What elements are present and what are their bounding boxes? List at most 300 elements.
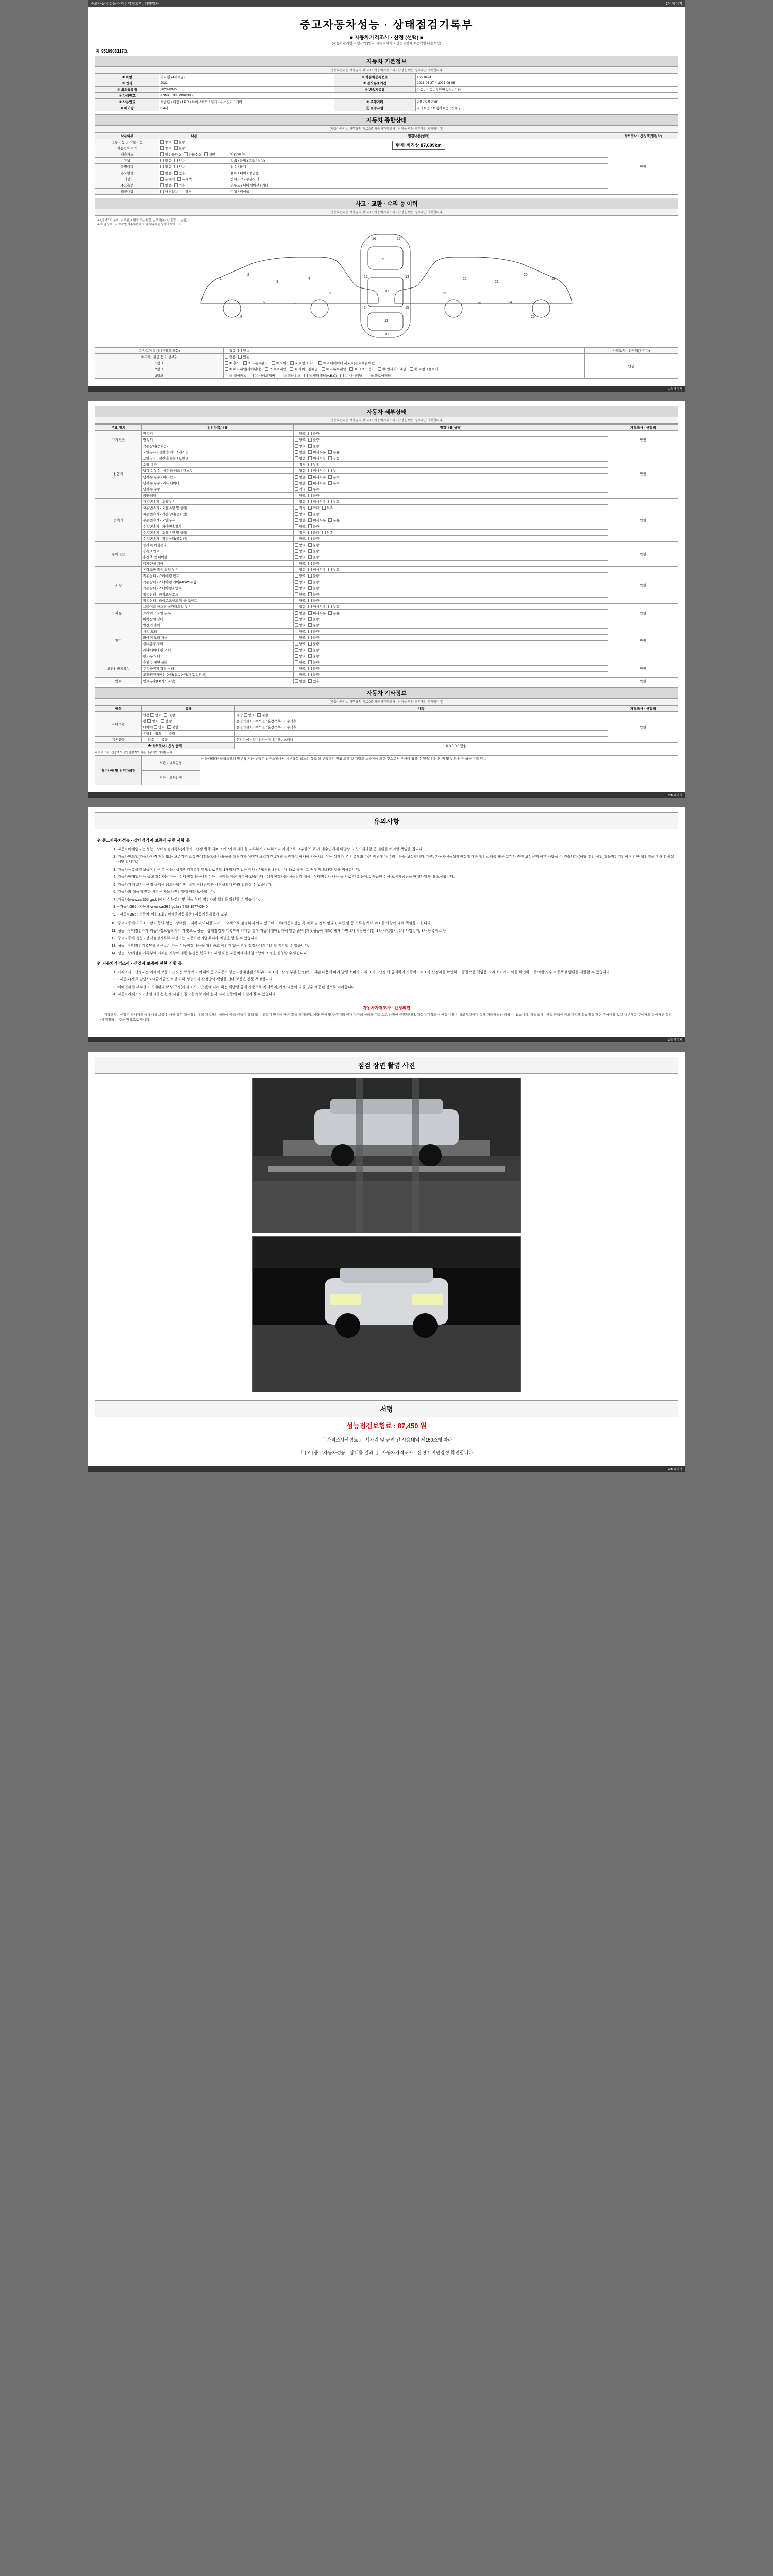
checkbox-label: 누유 [333, 568, 340, 572]
checkbox[interactable] [295, 500, 298, 503]
table-row [95, 523, 678, 530]
detail-item-label: 오일누유 - 실린더 블록 / 오일팬 [142, 455, 293, 462]
checkbox-label: 미세누유 [313, 605, 326, 609]
checkbox-label: 미세누유 [313, 612, 326, 615]
checkbox[interactable] [308, 555, 312, 559]
checkbox[interactable] [295, 623, 298, 627]
detail-item-options [293, 443, 608, 449]
checkbox[interactable] [295, 592, 298, 596]
price-opinion-box [97, 1002, 676, 1025]
checkbox[interactable] [308, 648, 312, 652]
svg-text:9: 9 [382, 258, 384, 261]
checkbox[interactable] [295, 475, 298, 479]
table-row [95, 182, 678, 189]
checkbox-label: 양호 [299, 445, 306, 448]
checkbox[interactable] [308, 543, 312, 547]
checkbox-label: 있음 [178, 165, 186, 169]
checkbox[interactable] [257, 713, 261, 717]
checkbox[interactable] [295, 438, 298, 442]
checkbox[interactable] [250, 374, 254, 377]
checkbox[interactable] [366, 374, 369, 377]
detail-item-options [293, 604, 608, 610]
checkbox[interactable] [181, 190, 184, 193]
detail-item-options [293, 536, 608, 542]
checkbox[interactable] [295, 574, 298, 578]
checkbox[interactable] [295, 463, 298, 466]
checkbox[interactable] [295, 599, 298, 602]
etc-group-label: 사내외관 [95, 712, 142, 737]
panel-item: ⑯ 필러패널(A,B,C) [308, 374, 337, 378]
checkbox[interactable] [322, 531, 326, 534]
checkbox[interactable] [328, 469, 332, 472]
checkbox[interactable] [150, 732, 154, 735]
etc-group-label-2: 기본품목 [95, 737, 142, 743]
detail-item-label: 작동상태(공회전) [142, 443, 293, 449]
notice-item: 7. 자동차(www.car365.go.kr)에서 성능점검 및 성능·상태 점검자의 확인을 확인할 수 있습니다. [117, 897, 676, 903]
detail-item-label: 클러치 어셈블리 [142, 542, 293, 548]
checkbox[interactable] [295, 654, 298, 658]
detail-item-options [293, 530, 608, 536]
detail-item-options [293, 616, 608, 622]
detail-item-label: 작동상태 - 스티어링 기어(MDPS포함) [142, 579, 293, 585]
checkbox-label: 적정 [299, 463, 306, 467]
checkbox[interactable] [295, 549, 298, 553]
checkbox[interactable] [157, 738, 160, 741]
checkbox[interactable] [308, 506, 312, 510]
table-row [95, 622, 678, 629]
checkbox[interactable] [308, 660, 312, 664]
detail-item-label: 냉각수 누수 - 워터펌프 [142, 474, 293, 480]
checkbox-label: 양호 [299, 642, 306, 646]
section-etc-title: 자동차 기타정보 [95, 687, 678, 699]
window-topbar [88, 0, 685, 7]
checkbox[interactable] [304, 374, 308, 377]
checkbox[interactable] [295, 518, 298, 522]
detail-item-options [293, 653, 608, 659]
signature-line-1: 「 가격조사산정료 」 세자리 및 공인 된 사용내역 제150조에 따라 [321, 1437, 452, 1443]
checkbox[interactable] [308, 537, 312, 540]
overall-row-items [159, 176, 229, 182]
sheet-1-footer: 1/4 페이지 [88, 386, 685, 392]
detail-price-cell: 만원 [608, 431, 678, 449]
checkbox[interactable] [295, 444, 298, 448]
checkbox-label: 양호 [299, 550, 306, 553]
sheet-2-footer: 2/4 페이지 [88, 792, 685, 798]
checkbox[interactable] [308, 524, 312, 528]
checkbox[interactable] [308, 469, 312, 472]
basic-value: 자가보증 / 보험사보증 (업체명 : ) [416, 105, 678, 111]
checkbox[interactable] [328, 611, 332, 615]
checkbox[interactable] [174, 171, 178, 175]
checkbox-label: 양호 [299, 562, 306, 566]
checkbox[interactable] [244, 713, 247, 717]
checkbox-label: 부족 [326, 506, 333, 510]
checkbox[interactable] [295, 568, 298, 571]
etc-item-label: 내장 [236, 714, 243, 717]
checkbox[interactable] [225, 367, 228, 371]
checkbox[interactable] [290, 367, 293, 371]
checkbox-label: 누수 [333, 469, 340, 473]
overall-row-items [159, 151, 229, 158]
section-detail-title: 자동차 세부상태 [95, 406, 678, 417]
checkbox[interactable] [295, 667, 298, 670]
detail-item-options [293, 455, 608, 462]
checkbox[interactable] [238, 349, 242, 352]
etc-row-name: 타이어 양호 불량 [142, 724, 235, 731]
checkbox[interactable] [174, 146, 178, 150]
table-row [95, 348, 678, 354]
checkbox[interactable] [308, 599, 312, 602]
checkbox[interactable] [161, 719, 164, 723]
checkbox[interactable] [174, 165, 178, 168]
checkbox[interactable] [295, 617, 298, 621]
overall-row-items [159, 145, 229, 151]
detail-price-cell: 만원 [608, 449, 678, 499]
checkbox-label: 불량 [313, 587, 320, 590]
checkbox[interactable] [295, 605, 298, 608]
basic-value: 자동 / 수동 / 무단변속기 / 기타 [416, 87, 678, 93]
checkbox[interactable] [308, 456, 312, 460]
checkbox[interactable] [290, 361, 294, 365]
detail-item-options [293, 474, 608, 480]
panel-item: ⑫ 트렁크플로어 [414, 368, 438, 371]
checkbox[interactable] [308, 568, 312, 571]
checkbox[interactable] [160, 152, 164, 156]
checkbox-label: 불량 [313, 673, 320, 677]
checkbox[interactable] [160, 177, 164, 181]
overall-row-name: 용도변경 [95, 170, 159, 176]
detail-item-label: 커먼레일 [142, 493, 293, 499]
checkbox[interactable] [328, 475, 332, 479]
checkbox-label: 적정 [299, 488, 306, 492]
checkbox[interactable] [177, 177, 181, 181]
checkbox-label: 양호 [299, 661, 306, 665]
photo-grid [95, 1074, 678, 1396]
checkbox[interactable] [160, 146, 164, 150]
checkbox[interactable] [308, 444, 312, 448]
overall-row-detail: 썬루프 / 내비게이션 / 기타 [229, 182, 608, 189]
checkbox[interactable] [160, 183, 164, 187]
checkbox[interactable] [295, 630, 298, 633]
checkbox[interactable] [308, 580, 312, 584]
checkbox[interactable] [295, 456, 298, 460]
checkbox[interactable] [295, 562, 298, 565]
checkbox[interactable] [295, 531, 298, 534]
detail-item-options [293, 567, 608, 573]
panel-item: ⑰ 대쉬패널 [345, 374, 362, 378]
etc-row-detail: 운전자메뉴얼 / 안전삼각대 / 잭 / 스패너 [235, 737, 608, 743]
checkbox-label: 미세누수 [313, 469, 326, 473]
accident-price-head: 가격조사 · 산정액(점검자) [585, 348, 678, 354]
sheet-1 [88, 0, 685, 392]
checkbox[interactable] [295, 487, 298, 491]
price-opinion-text: 「가격조사 · 산정은 시내가기 매매대상 보증에 대한 경우 성능점검 대상 자동차의 상태에 따라 금액이 감액 또는 인도계 변동에 따른 값을 기재하며, 차량 연식 및 주행거리 현재 차량의 상태를 기준으로 산정한 금액입니다. 자동차가격조사·산정 내용은 참고사항이며 실제 거래가격과 다를 수 있습니다. 가격조사 · 산정 금액에 중고자동차 성능점검 관련 구매비용 없고 세부사항 구매자와 판매자간 협의에 결정하는 것을 원칙으로 합니다. [100, 1013, 672, 1022]
panel-item: ⑦ 루프패널 [269, 368, 287, 371]
detail-item-options [293, 573, 608, 579]
checkbox-label: 불량 [313, 599, 320, 603]
inspection-photo-1[interactable] [252, 1078, 521, 1233]
checkbox[interactable] [295, 494, 298, 497]
detail-item-label: 수동변속기 - 기어변속장치 [142, 523, 293, 530]
checkbox[interactable] [295, 679, 298, 683]
checkbox-label: 불량 [313, 537, 320, 541]
detail-item-options [293, 591, 608, 598]
basic-value: 2020-09-27 [159, 87, 334, 93]
etc-head-2: 내용 [235, 706, 608, 712]
table-row [95, 666, 678, 672]
checkbox[interactable] [295, 450, 298, 454]
checkbox[interactable] [308, 592, 312, 596]
checkbox-label: 없음 [165, 172, 172, 175]
checkbox[interactable] [160, 165, 164, 168]
checkbox[interactable] [308, 611, 312, 615]
overall-row-items [159, 182, 229, 189]
checkbox[interactable] [410, 367, 413, 371]
svg-text:23: 23 [442, 292, 446, 295]
inspection-photo-2[interactable] [252, 1236, 521, 1392]
notice-item: 2. - 제공자(자료 발생시) 대금지급인 보상 이내 성능가격 산정방식 책임을 진다 보증은 전문 책임합니다. [117, 977, 676, 983]
sheet-3-footer: 3/4 페이지 [88, 1037, 685, 1042]
checkbox[interactable] [295, 537, 298, 540]
table-row [95, 585, 678, 591]
checkbox-label: 과다 [313, 506, 320, 510]
checkbox[interactable] [328, 456, 332, 460]
checkbox[interactable] [318, 361, 322, 365]
checkbox[interactable] [308, 481, 312, 485]
svg-text:16: 16 [372, 237, 376, 241]
checkbox[interactable] [295, 555, 298, 559]
checkbox[interactable] [340, 374, 344, 377]
checkbox-label: 없음 [165, 165, 172, 169]
checkbox-label: 불량 [313, 618, 320, 621]
checkbox-label: 없음 [299, 680, 306, 683]
checkbox-label: 불량 [178, 141, 186, 144]
checkbox[interactable] [164, 732, 167, 735]
checkbox[interactable] [308, 500, 312, 503]
checkbox[interactable] [308, 432, 312, 435]
checkbox[interactable] [308, 642, 312, 646]
checkbox-label: 양호 [299, 655, 306, 658]
checkbox[interactable] [322, 367, 325, 371]
checkbox[interactable] [295, 636, 298, 639]
notice-item: 12. 중고자동차 성능 · 상태점검기록부 작성자는 자동차관리법에 따라 처벌을 받을 수 있습니다. [117, 936, 676, 942]
detail-item-options [293, 641, 608, 647]
basic-label: ① 차명 [95, 74, 159, 80]
checkbox[interactable] [328, 500, 332, 503]
checkbox[interactable] [322, 506, 326, 510]
checkbox[interactable] [295, 586, 298, 590]
section-accident-note: (자동차관리법 시행규칙 제120조 자동차가격조사 · 산정을 받는 경우에만 기재합니다) [95, 209, 678, 216]
checkbox[interactable] [184, 152, 188, 156]
checkbox[interactable] [295, 543, 298, 547]
detail-item-label: 구동축전지 격리 상태 [142, 666, 293, 672]
checkbox-label: 양호 [299, 432, 306, 436]
checkbox-label: 누유 [333, 451, 340, 454]
table-row [95, 455, 678, 462]
checkbox-label: 양호 [299, 525, 306, 529]
special-label: 특기사항 및 점검자의견 [95, 756, 142, 785]
checkbox[interactable] [154, 725, 157, 729]
checkbox[interactable] [167, 725, 171, 729]
table-row [95, 641, 678, 647]
checkbox[interactable] [308, 586, 312, 590]
etc-row-detail: 내장 양호 불량 [235, 712, 608, 718]
checkbox-label: 적정 [299, 506, 306, 510]
checkbox[interactable] [328, 568, 332, 571]
checkbox[interactable] [378, 367, 381, 371]
checkbox[interactable] [308, 667, 312, 670]
table-row [95, 437, 678, 443]
svg-text:19: 19 [551, 277, 556, 281]
checkbox[interactable] [328, 481, 332, 485]
checkbox[interactable] [160, 190, 164, 193]
overall-row-name: 특별이력 [95, 164, 159, 170]
checkbox[interactable] [272, 361, 275, 365]
etc-price-value: 만원 [608, 712, 678, 743]
checkbox[interactable] [308, 679, 312, 683]
checkbox-label: 불량 [313, 494, 320, 498]
checkbox[interactable] [295, 524, 298, 528]
basic-value: 카니발 (4세대급) [159, 74, 334, 80]
checkbox[interactable] [174, 159, 178, 162]
checkbox[interactable] [308, 574, 312, 578]
panel-item: ⑱ 플로어패널 [370, 374, 391, 378]
panel-item: ⑨ 프론트패널 [326, 368, 346, 371]
checkbox[interactable] [225, 374, 228, 377]
panel-item: ① 후드 [229, 362, 240, 365]
checkbox[interactable] [328, 605, 332, 608]
checkbox[interactable] [295, 673, 298, 676]
overall-row-items [159, 170, 229, 176]
checkbox[interactable] [349, 367, 353, 371]
checkbox-label: 미세누유 [313, 500, 326, 504]
etc-head-1: 상태 [142, 706, 235, 712]
checkbox[interactable] [160, 159, 164, 162]
checkbox-label: 불량 [313, 624, 320, 628]
checkbox[interactable] [279, 374, 282, 377]
detail-item-options [293, 561, 608, 567]
table-row [95, 105, 678, 111]
checkbox[interactable] [308, 605, 312, 608]
etc-head-3: 가격조사 · 산정액 [608, 706, 678, 712]
checkbox[interactable] [225, 355, 228, 359]
checkbox-label: 양호 [299, 513, 306, 516]
checkbox[interactable] [308, 450, 312, 454]
checkbox-label: 양호 [165, 141, 172, 144]
checkbox[interactable] [295, 512, 298, 516]
checkbox[interactable] [308, 494, 312, 497]
checkbox[interactable] [147, 719, 151, 723]
checkbox-label: 불량 [313, 593, 320, 597]
checkbox-label: 누유 [333, 605, 340, 609]
checkbox[interactable] [328, 518, 332, 522]
overall-row-name: 주요옵션 [95, 182, 159, 189]
checkbox[interactable] [204, 152, 208, 156]
notice-list-3 [97, 970, 676, 998]
checkbox[interactable] [308, 463, 312, 466]
sheet-2 [88, 401, 685, 798]
overall-row-name: 색상 [95, 176, 159, 182]
checkbox[interactable] [328, 450, 332, 454]
car-diagram-wrap [97, 226, 676, 345]
checkbox[interactable] [295, 580, 298, 584]
checkbox[interactable] [265, 367, 268, 371]
svg-text:22: 22 [463, 277, 467, 281]
checkbox[interactable] [174, 140, 178, 144]
checkbox[interactable] [295, 506, 298, 510]
checkbox[interactable] [308, 636, 312, 639]
overall-row-name: 전동기능 및 작동기능 [95, 139, 159, 145]
checkbox-label: 불량 [313, 661, 320, 665]
checkbox[interactable] [164, 713, 167, 717]
checkbox[interactable] [308, 623, 312, 627]
checkbox[interactable] [308, 549, 312, 553]
panel-item: ③ 도어 [276, 362, 287, 365]
checkbox[interactable] [174, 183, 178, 187]
checkbox-label: 있음 [313, 680, 320, 683]
checkbox[interactable] [308, 630, 312, 633]
checkbox[interactable] [308, 518, 312, 522]
checkbox[interactable] [308, 673, 312, 676]
table-row [95, 486, 678, 493]
notice-heading-2: ※ 자동차가격조사 · 산정자 보증에 관한 사항 등 [97, 961, 182, 966]
checkbox[interactable] [308, 475, 312, 479]
checkbox[interactable] [295, 648, 298, 652]
checkbox-label: 없음 [299, 476, 306, 479]
checkbox[interactable] [295, 611, 298, 615]
checkbox[interactable] [308, 654, 312, 658]
panel-item: ⑥ 쿼터패널(리어휀더) [229, 368, 262, 371]
detail-item-label: 동력조향 작동 오일 누유 [142, 567, 293, 573]
detail-item-options [293, 672, 608, 678]
checkbox[interactable] [308, 531, 312, 534]
checkbox[interactable] [225, 361, 228, 365]
table-row [95, 629, 678, 635]
checkbox[interactable] [295, 481, 298, 485]
svg-text:15: 15 [405, 306, 409, 310]
checkbox[interactable] [225, 349, 228, 352]
checkbox[interactable] [295, 432, 298, 435]
panel-rank-3: 3랭크 [95, 372, 224, 379]
checkbox[interactable] [308, 438, 312, 442]
table-row [95, 176, 678, 182]
checkbox[interactable] [308, 562, 312, 565]
basic-label: ⑩ 배기량 [95, 105, 159, 111]
checkbox[interactable] [160, 140, 164, 144]
checkbox[interactable] [238, 355, 242, 359]
notice-list-2 [97, 921, 676, 957]
checkbox[interactable] [295, 469, 298, 472]
checkbox[interactable] [308, 487, 312, 491]
detail-head-3: 가격조사 · 산정액 [608, 425, 678, 431]
checkbox[interactable] [143, 738, 146, 741]
checkbox[interactable] [308, 512, 312, 516]
detail-group-label: 제동 [95, 604, 142, 622]
table-row [95, 189, 678, 195]
checkbox[interactable] [160, 171, 164, 175]
detail-item-options [293, 505, 608, 511]
checkbox[interactable] [295, 642, 298, 646]
legend-note-2: ※ 하단 상태표시 부호별 기준부위에, 기타 부분에는 상태에 맞게 표시 [97, 223, 182, 226]
checkbox[interactable] [150, 713, 154, 717]
checkbox[interactable] [295, 660, 298, 664]
detail-head-2: 점검내용(상태) [293, 425, 608, 431]
checkbox[interactable] [308, 617, 312, 621]
etc-row-name: 유리 양호 불량 [142, 731, 235, 737]
checkbox-label: 없음 [299, 612, 306, 615]
checkbox[interactable] [243, 361, 247, 365]
price-opinion-title: 자동차가격조사 · 산정의견 [362, 1005, 411, 1010]
